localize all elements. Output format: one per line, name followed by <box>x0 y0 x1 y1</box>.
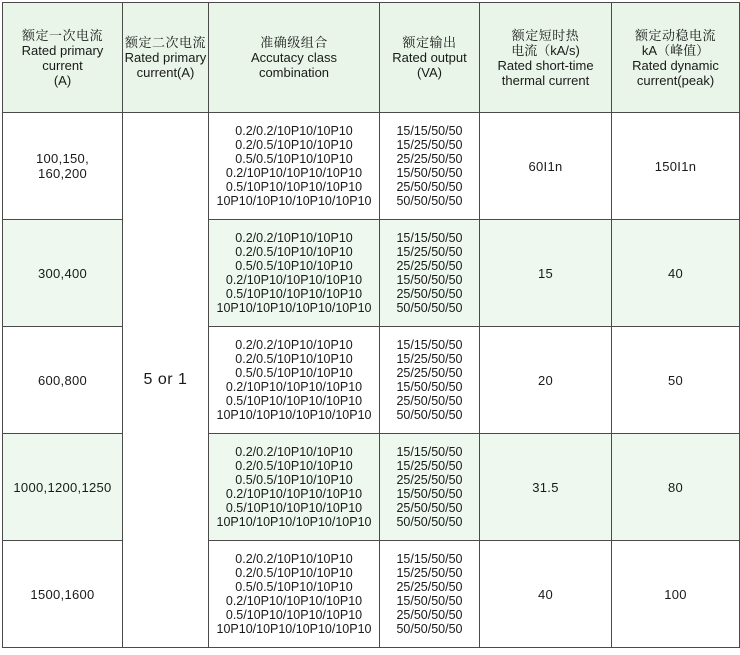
output-line: 15/50/50/50 <box>396 273 463 287</box>
output-line: 50/50/50/50 <box>396 301 463 315</box>
rated-output-cell <box>380 113 480 220</box>
accuracy-line: 0.2/0.2/10P10/10P10 <box>235 231 353 245</box>
output-line: 15/25/50/50 <box>396 352 463 366</box>
header-cn: 额定短时热 <box>511 27 580 43</box>
output-line: 15/15/50/50 <box>396 445 463 459</box>
accuracy-line: 0.2/10P10/10P10/10P10 <box>225 487 363 501</box>
thermal-current-cell: 60I1n <box>480 113 612 220</box>
primary-current-cell <box>3 541 123 648</box>
output-line: 15/15/50/50 <box>396 338 463 352</box>
accuracy-line: 0.2/0.5/10P10/10P10 <box>235 566 353 580</box>
header-cn: 额定二次电流 <box>124 35 206 50</box>
accuracy-line: 0.5/0.5/10P10/10P10 <box>235 580 353 594</box>
primary-current-line: 1000,1200,1250 <box>13 479 112 495</box>
accuracy-class-cell <box>209 434 380 541</box>
accuracy-line: 0.5/0.5/10P10/10P10 <box>235 473 353 487</box>
header-en-line: Rated primary <box>124 50 207 65</box>
output-line: 15/50/50/50 <box>396 166 463 180</box>
accuracy-line: 0.2/0.5/10P10/10P10 <box>235 245 353 259</box>
header-en-line: kA（峰值） <box>641 42 710 58</box>
accuracy-line: 0.2/10P10/10P10/10P10 <box>225 380 363 394</box>
header-en-line: Rated short-time <box>497 57 594 73</box>
accuracy-line: 0.2/0.2/10P10/10P10 <box>235 552 353 566</box>
dynamic-current-cell: 50 <box>612 327 740 434</box>
header-rated-output <box>380 3 480 113</box>
accuracy-line: 0.2/10P10/10P10/10P10 <box>225 166 363 180</box>
rated-output-cell <box>380 220 480 327</box>
output-line: 25/50/50/50 <box>396 180 463 194</box>
accuracy-class-cell <box>209 220 380 327</box>
thermal-current-cell: 40 <box>480 541 612 648</box>
primary-current-cell <box>3 113 123 220</box>
header-cn: 准确级组合 <box>260 35 328 50</box>
secondary-current-cell: 5 or 1 <box>123 113 209 648</box>
output-line: 15/15/50/50 <box>396 231 463 245</box>
primary-current-cell <box>3 434 123 541</box>
thermal-current-cell: 20 <box>480 327 612 434</box>
accuracy-line: 0.5/0.5/10P10/10P10 <box>235 152 353 166</box>
output-line: 50/50/50/50 <box>396 194 463 208</box>
accuracy-line: 0.2/0.5/10P10/10P10 <box>235 459 353 473</box>
output-line: 25/50/50/50 <box>396 287 463 301</box>
accuracy-class-cell <box>209 327 380 434</box>
accuracy-line: 10P10/10P10/10P10/10P10 <box>216 622 372 636</box>
header-en-line: Rated dynamic <box>632 57 719 73</box>
accuracy-line: 0.5/0.5/10P10/10P10 <box>235 259 353 273</box>
output-line: 15/25/50/50 <box>396 245 463 259</box>
header-rated-primary-current <box>3 3 123 113</box>
header-short-time-thermal-current <box>480 3 612 113</box>
header-en-line: current(peak) <box>636 72 715 88</box>
table-row <box>3 541 740 648</box>
accuracy-line: 10P10/10P10/10P10/10P10 <box>216 408 372 422</box>
output-line: 25/25/50/50 <box>396 259 463 273</box>
accuracy-line: 0.2/0.2/10P10/10P10 <box>235 124 353 138</box>
header-en-line: combination <box>258 65 330 80</box>
output-line: 15/25/50/50 <box>396 566 463 580</box>
header-rated-secondary-current <box>123 3 209 113</box>
output-line: 25/50/50/50 <box>396 394 463 408</box>
accuracy-line: 0.2/10P10/10P10/10P10 <box>225 273 363 287</box>
header-en-line: (A) <box>53 72 72 88</box>
primary-current-cell <box>3 220 123 327</box>
header-en-line: current <box>42 57 83 73</box>
header-accuracy-class <box>209 3 380 113</box>
output-line: 50/50/50/50 <box>396 408 463 422</box>
accuracy-line: 10P10/10P10/10P10/10P10 <box>216 194 372 208</box>
primary-current-cell <box>3 327 123 434</box>
output-line: 25/50/50/50 <box>396 608 463 622</box>
accuracy-class-cell <box>209 113 380 220</box>
accuracy-line: 0.5/0.5/10P10/10P10 <box>235 366 353 380</box>
output-line: 15/15/50/50 <box>396 124 463 138</box>
accuracy-line: 0.2/0.2/10P10/10P10 <box>235 445 353 459</box>
output-line: 50/50/50/50 <box>396 622 463 636</box>
header-en-line: thermal current <box>501 72 590 88</box>
accuracy-line: 10P10/10P10/10P10/10P10 <box>216 515 372 529</box>
header-en-line: current(A) <box>136 65 195 80</box>
header-en-line: (VA) <box>416 65 443 80</box>
accuracy-line: 0.5/10P10/10P10/10P10 <box>225 180 363 194</box>
rated-output-cell <box>380 434 480 541</box>
dynamic-current-cell: 100 <box>612 541 740 648</box>
output-line: 15/50/50/50 <box>396 380 463 394</box>
accuracy-class-cell <box>209 541 380 648</box>
rated-output-cell <box>380 541 480 648</box>
output-line: 50/50/50/50 <box>396 515 463 529</box>
header-row <box>3 3 740 113</box>
thermal-current-cell: 31.5 <box>480 434 612 541</box>
primary-current-line: 100,150, <box>35 151 89 166</box>
accuracy-line: 0.5/10P10/10P10/10P10 <box>225 287 363 301</box>
output-line: 15/15/50/50 <box>396 552 463 566</box>
accuracy-line: 0.5/10P10/10P10/10P10 <box>225 608 363 622</box>
output-line: 15/50/50/50 <box>396 594 463 608</box>
accuracy-line: 0.2/10P10/10P10/10P10 <box>225 594 363 608</box>
output-line: 15/50/50/50 <box>396 487 463 501</box>
header-cn: 额定动稳电流 <box>634 27 716 43</box>
rated-output-cell <box>380 327 480 434</box>
primary-current-line: 160,200 <box>37 166 88 181</box>
header-en-line: Rated primary <box>21 42 104 58</box>
table-row <box>3 327 740 434</box>
accuracy-line: 0.2/0.5/10P10/10P10 <box>235 138 353 152</box>
header-cn: 额定输出 <box>402 35 457 50</box>
dynamic-current-cell: 150I1n <box>612 113 740 220</box>
accuracy-line: 0.5/10P10/10P10/10P10 <box>225 394 363 408</box>
table-row <box>3 113 740 220</box>
primary-current-line: 600,800 <box>37 372 88 388</box>
header-en-line: Rated output <box>392 50 467 65</box>
output-line: 25/25/50/50 <box>396 152 463 166</box>
output-line: 15/25/50/50 <box>396 459 463 473</box>
output-line: 25/50/50/50 <box>396 501 463 515</box>
header-cn: 额定一次电流 <box>21 27 103 43</box>
specification-table <box>2 2 740 648</box>
accuracy-line: 10P10/10P10/10P10/10P10 <box>216 301 372 315</box>
accuracy-line: 0.2/0.5/10P10/10P10 <box>235 352 353 366</box>
primary-current-line: 1500,1600 <box>30 586 95 602</box>
dynamic-current-cell: 40 <box>612 220 740 327</box>
header-dynamic-current <box>612 3 740 113</box>
thermal-current-cell: 15 <box>480 220 612 327</box>
accuracy-line: 0.5/10P10/10P10/10P10 <box>225 501 363 515</box>
dynamic-current-cell: 80 <box>612 434 740 541</box>
output-line: 25/25/50/50 <box>396 473 463 487</box>
table-row <box>3 220 740 327</box>
output-line: 15/25/50/50 <box>396 138 463 152</box>
header-en-line: 电流（kA/s) <box>511 42 580 58</box>
table-row <box>3 434 740 541</box>
header-en-line: Accutacy class <box>251 50 337 65</box>
accuracy-line: 0.2/0.2/10P10/10P10 <box>235 338 353 352</box>
output-line: 25/25/50/50 <box>396 580 463 594</box>
primary-current-line: 300,400 <box>37 265 88 281</box>
output-line: 25/25/50/50 <box>396 366 463 380</box>
